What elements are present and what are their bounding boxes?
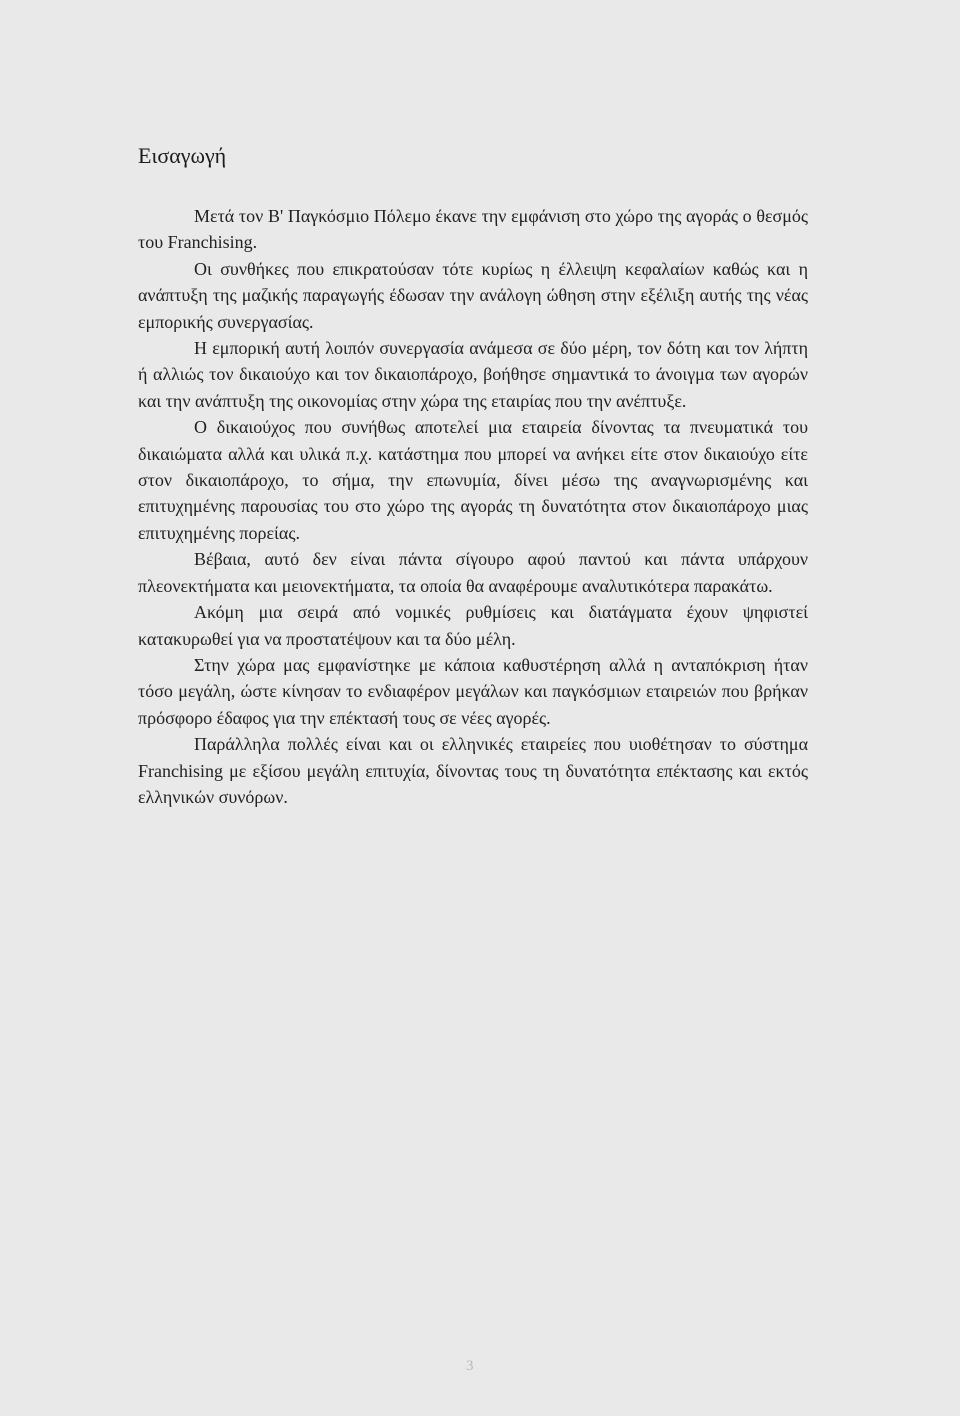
page-number: 3 (466, 1358, 474, 1374)
paragraph-7: Στην χώρα μας εμφανίστηκε με κάποια καθυστέρηση αλλά η ανταπόκριση ήταν τόσο μεγάλη, ώστε κίνησαν το ενδιαφέρον μεγάλων και παγκόσμιων εταιρειών που βρήκαν πρόσφορο έδαφος για την επέκτασή τους σε νέες αγορές. (138, 654, 808, 728)
paragraph-8: Παράλληλα πολλές είναι και οι ελληνικές εταιρείες που υιοθέτησαν το σύστημα Franchising με εξίσου μεγάλη επιτυχία, δίνοντας τους τη δυνατότητα επέκτασης και εκτός ελληνικών συνόρων. (138, 734, 808, 807)
body-text (138, 203, 808, 810)
section-heading: Εισαγωγή (138, 143, 227, 168)
paragraph-2: Οι συνθήκες που επικρατούσαν τότε κυρίως η έλλειψη κεφαλαίων καθώς και η ανάπτυξη της μαζικής παραγωγής έδωσαν την ανάλογη ώθηση στην εξέλιξη αυτής της νέας εμπορικής συνεργασίας. (138, 258, 808, 332)
paragraph-6: Ακόμη μια σειρά από νομικές ρυθμίσεις και διατάγματα έχουν ψηφιστεί κατακυρωθεί για να προστατέψουν και τα δύο μέλη. (138, 602, 808, 649)
paragraph-3: Η εμπορική αυτή λοιπόν συνεργασία ανάμεσα σε δύο μέρη, τον δότη και τον λήπτη ή αλλιώς τον δικαιούχο και τον δικαιοπάροχο, βοήθησε σημαντικά το άνοιγμα των αγορών και την ανάπτυξη της οικονομίας στην χώρα της εταιρίας που την ανέπτυξε. (138, 338, 808, 411)
paragraph-1: Μετά τον Β' Παγκόσμιο Πόλεμο έκανε την εμφάνιση στο χώρο της αγοράς ο θεσμός του Franchising. (138, 206, 808, 253)
paragraph-4: Ο δικαιούχος που συνήθως αποτελεί μια εταιρεία δίνοντας τα πνευματικά του δικαιώματα αλλά και υλικά π.χ. κατάστημα που μπορεί να ανήκει είτε στον δικαιούχο είτε στον δικαιοπάροχο, το σήμα, την επωνυμία, δίνει μέσω της αναγνωρισμένης και επιτυχημένης παρουσίας του στο χώρο της αγοράς τη δυνατότητα στον δικαιοπάροχο μιας επιτυχημένης πορείας. (138, 417, 808, 543)
paragraph-5: Βέβαια, αυτό δεν είναι πάντα σίγουρο αφού παντού και πάντα υπάρχουν πλεονεκτήματα και μειονεκτήματα, τα οποία θα αναφέρουμε αναλυτικότερα παρακάτω. (138, 549, 808, 596)
